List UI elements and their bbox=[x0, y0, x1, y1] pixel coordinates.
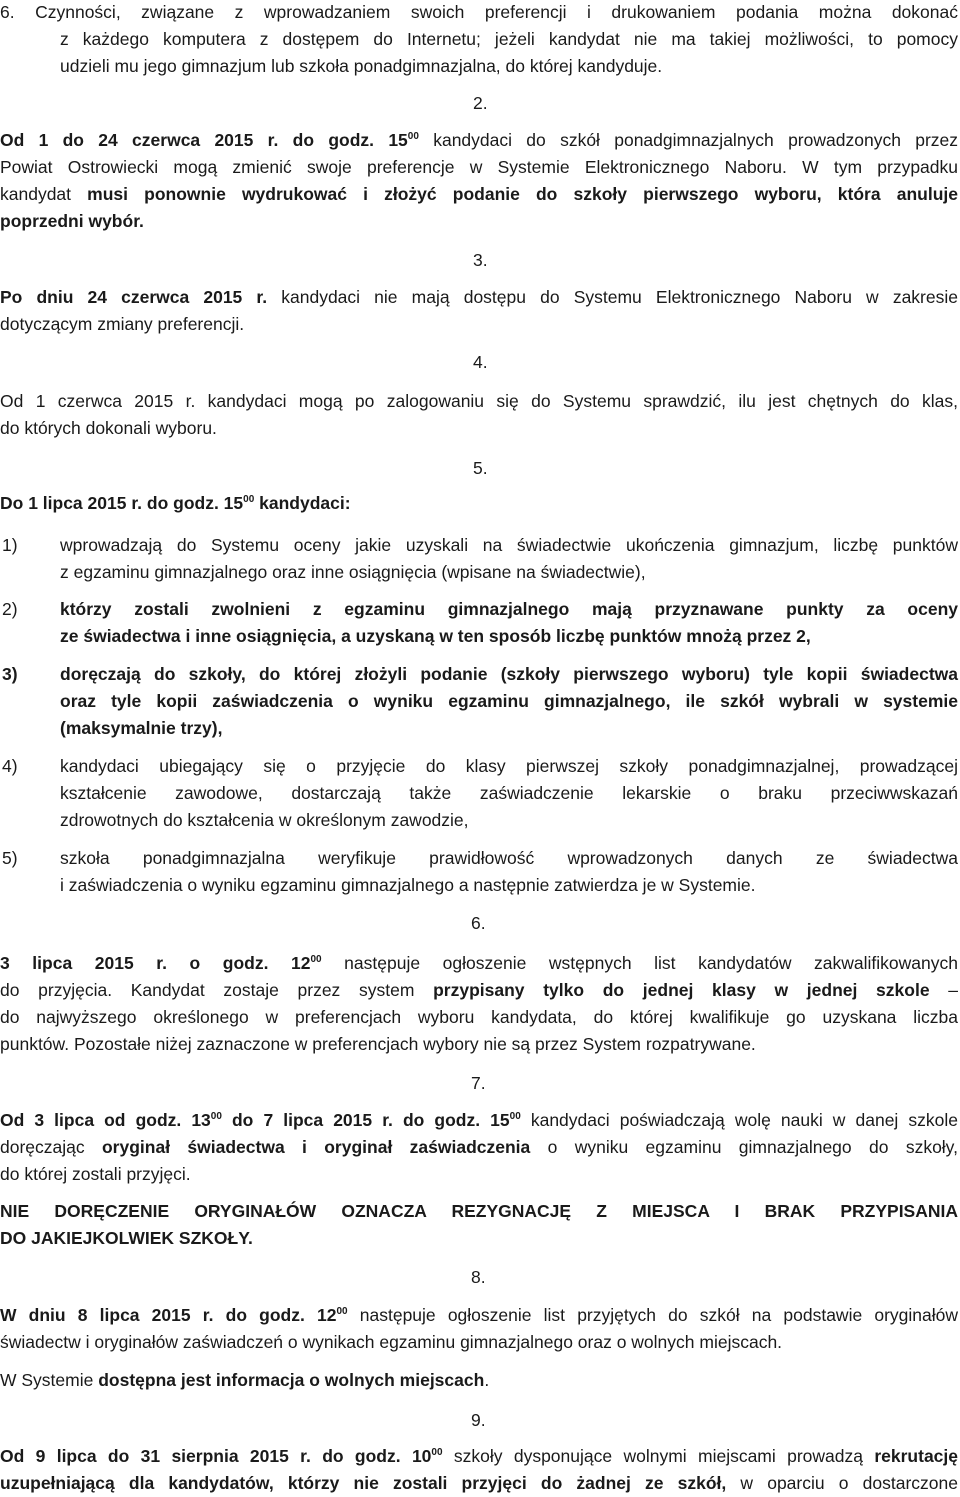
s5-item-3-line-3: (maksymalnie trzy), bbox=[60, 718, 223, 738]
s6-line-3: udzieli mu jego gimnazjum lub szkoła ponadgimnazjalna, do której kandyduje. bbox=[60, 56, 663, 76]
s5-item-5-number: 5) bbox=[2, 848, 18, 868]
s5-item-5-line-2: i zaświadczenia o wyniku egzaminu gimnazjalnego a następnie zatwierdza je w Systemie. bbox=[60, 875, 756, 895]
s9-line-1: Od 9 lipca do 31 sierpnia 2015 r. do godz. $10^{00}$ szkoły dysponujące wolnymi miejscami prowadzą rekrutację bbox=[0, 1446, 959, 1466]
s6-line-1: 6. Czynności, związane z wprowadzaniem swoich preferencji i drukowaniem podania można dokonać bbox=[0, 2, 958, 22]
section-number-9: 9. bbox=[471, 1410, 486, 1430]
s6b-line-2: do przyjęcia. Kandydat zostaje przez system przypisany tylko do jednej klasy w jednej szkole – bbox=[0, 980, 958, 1000]
s8-line-1: W dniu 8 lipca 2015 r. do godz. $12^{00}$ następuje ogłoszenie list przyjętych do szkół na podstawie oryginałów bbox=[0, 1305, 959, 1325]
section-number-4: 4. bbox=[473, 352, 488, 372]
s5-item-1-number: 1) bbox=[2, 535, 18, 555]
section-number-7: 7. bbox=[471, 1073, 486, 1093]
s4-line-1: Od 1 czerwca 2015 r. kandydaci mogą po zalogowaniu się do Systemu sprawdzić, ilu jest chętnych do klas, bbox=[0, 391, 958, 411]
s7-line-2: doręczając oryginał świadectwa i oryginał zaświadczenia o wyniku egzaminu gimnazjalnego do szkoły, bbox=[0, 1137, 958, 1157]
section-number-6: 6. bbox=[471, 913, 486, 933]
section-number-5: 5. bbox=[473, 458, 488, 478]
s5-item-1-line-2: z egzaminu gimnazjalnego oraz inne osiągnięcia (wpisane na świadectwie), bbox=[60, 562, 646, 582]
s4-line-2: do których dokonali wyboru. bbox=[0, 418, 217, 438]
s5-item-3-number: 3) bbox=[2, 664, 18, 684]
s2-line-1: Od 1 do 24 czerwca 2015 r. do godz. $15^{00}$ kandydaci do szkół ponadgimnazjalnych prowadzonych przez bbox=[0, 130, 959, 150]
s7-caps-line-1: NIE DORĘCZENIE ORYGINAŁÓW OZNACZA REZYGNACJĘ Z MIEJSCA I BRAK PRZYPISANIA bbox=[0, 1201, 958, 1221]
s6b-line-4: punktów. Pozostałe niżej zaznaczone w preferencjach wybory nie są przez System rozpatrywane. bbox=[0, 1034, 756, 1054]
s7-line-1: Od 3 lipca od godz. $13^{00}$ do 7 lipca 2015 r. do godz. $15^{00}$ kandydaci poświadczają wolę nauki w danej szkole bbox=[0, 1110, 958, 1130]
s5-item-5-line-1: szkoła ponadgimnazjalna weryfikuje prawidłowość wprowadzonych danych ze świadectwa bbox=[60, 848, 958, 868]
s5-item-4-number: 4) bbox=[2, 756, 18, 776]
section-number-3: 3. bbox=[473, 250, 488, 270]
s5-heading: Do 1 lipca 2015 r. do godz. $15^{00}$ kandydaci: bbox=[0, 493, 351, 513]
s5-item-3-line-2: oraz tyle kopii zaświadczenia o wyniku egzaminu gimnazjalnego, ile szkół wybrali w systemie bbox=[60, 691, 958, 711]
s5-item-2-number: 2) bbox=[2, 599, 18, 619]
s6b-line-3: do najwyższego określonego w preferencjach wyboru kandydata, do której kwalifikuje go uzyskana liczba bbox=[0, 1007, 958, 1027]
s7-caps-line-2: DO JAKIEJKOLWIEK SZKOŁY. bbox=[0, 1228, 253, 1248]
s2-line-3: kandydat musi ponownie wydrukować i złożyć podanie do szkoły pierwszego wyboru, która anuluje bbox=[0, 184, 958, 204]
s5-item-2-line-1: którzy zostali zwolnieni z egzaminu gimnazjalnego mają przyznawane punkty za oceny bbox=[60, 599, 958, 619]
s6b-line-1: 3 lipca 2015 r. o godz. $12^{00}$ następuje ogłoszenie wstępnych list kandydatów zakwalifikowanych bbox=[0, 953, 958, 973]
s7-line-3: do której zostali przyjęci. bbox=[0, 1164, 191, 1184]
s8-line-2: świadectw i oryginałów zaświadczeń o wynikach egzaminu gimnazjalnego oraz o wolnych miejscach. bbox=[0, 1332, 783, 1352]
s5-item-4-line-3: zdrowotnych do kształcenia w określonym zawodzie, bbox=[60, 810, 469, 830]
s5-item-2-line-2: ze świadectwa i inne osiągnięcia, a uzyskaną w ten sposób liczbę punktów mnożą przez 2, bbox=[60, 626, 811, 646]
s6-line-2: z każdego komputera z dostępem do Internetu; jeżeli kandydat nie ma takiej możliwości, to pomocy bbox=[60, 29, 958, 49]
section-number-8: 8. bbox=[471, 1267, 486, 1287]
s9-line-2: uzupełniającą dla kandydatów, którzy nie zostali przyjęci do żadnej ze szkół, w oparciu o dostarczone bbox=[0, 1473, 958, 1493]
s2-line-2: Powiat Ostrowiecki mogą zmienić swoje preferencje w Systemie Elektronicznego Naboru. W tym przypadku bbox=[0, 157, 958, 177]
s3-line-2: dotyczącym zmiany preferencji. bbox=[0, 314, 245, 334]
s5-item-3-line-1: doręczają do szkoły, do której złożyli podanie (szkoły pierwszego wyboru) tyle kopii świadectwa bbox=[60, 664, 958, 684]
s3-line-1: Po dniu 24 czerwca 2015 r. kandydaci nie mają dostępu do Systemu Elektronicznego Naboru w zakresie bbox=[0, 287, 958, 307]
s5-item-4-line-1: kandydaci ubiegający się o przyjęcie do klasy pierwszej szkoły ponadgimnazjalnej, prowadzącej bbox=[60, 756, 958, 776]
section-number-2: 2. bbox=[473, 93, 488, 113]
s5-item-4-line-2: kształcenie zawodowe, dostarczają także zaświadczenie lekarskie o braku przeciwwskazań bbox=[60, 783, 958, 803]
s2-line-4: poprzedni wybór. bbox=[0, 211, 144, 231]
s2-date-bold: Od 1 do 24 czerwca 2015 r. do godz. 15 bbox=[0, 130, 408, 150]
s5-item-1-line-1: wprowadzają do Systemu oceny jakie uzyskali na świadectwie ukończenia gimnazjum, liczbę punktów bbox=[60, 535, 958, 555]
s8-line-3: W Systemie dostępna jest informacja o wolnych miejscach. bbox=[0, 1370, 490, 1390]
